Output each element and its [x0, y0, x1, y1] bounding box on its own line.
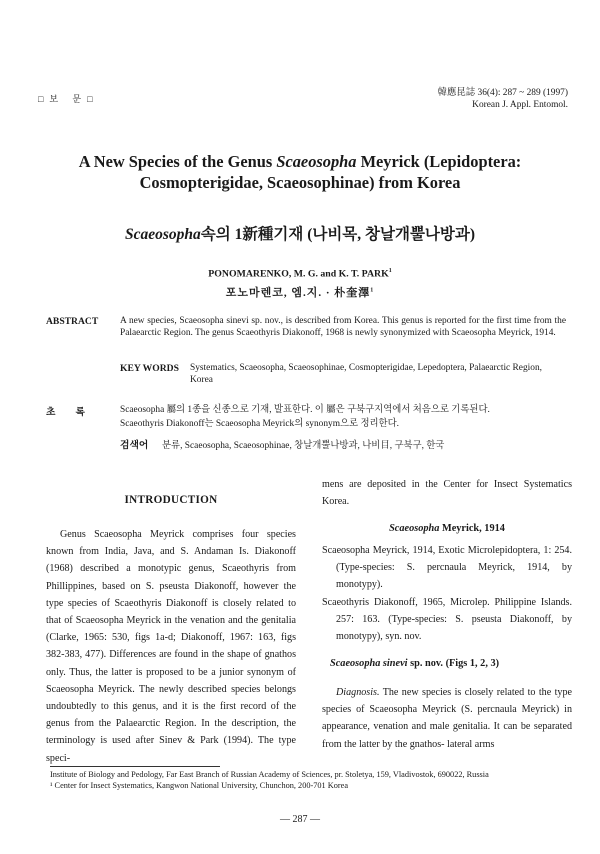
- page-number: — 287 —: [280, 814, 320, 825]
- korean-abstract-text: [120, 403, 570, 431]
- footnote-1: Institute of Biology and Pedology, Far East Branch of Russian Academy of Sciences, pr. Stoletya, 159, Vladivostok, 690022, Russia: [50, 770, 489, 779]
- korean-abstract-label: 초록: [46, 407, 105, 418]
- abstract-label: ABSTRACT: [46, 316, 99, 327]
- korean-keywords-text: 분류, Scaeosopha, Scaeosophinae, 창날개뿔나방과, 나비目, 구북구, 한국: [162, 441, 445, 451]
- authors-korean: [40, 284, 560, 300]
- genus-author: Meyrick, 1914: [439, 523, 505, 534]
- synonymy-entry: Scaeosopha Meyrick, 1914, Exotic Microlepidoptera, 1: 254. (Type-species: S. percnaula Meyrick, 1914, by monotypy).: [322, 545, 572, 591]
- genus-name: Scaeosopha: [389, 523, 440, 534]
- article-title: [40, 152, 560, 193]
- title-line-2: Cosmopterigidae, Scaeosophinae) from Korea: [139, 172, 461, 192]
- genus-synonymy: [322, 542, 572, 645]
- keywords-label: KEY WORDS: [120, 363, 179, 374]
- korean-abstract-line-2: Scaeothyris Diakonoff는 Scaeosopha Meyrick의 synonym으로 정리한다.: [120, 419, 400, 429]
- footnote-2: ¹ Center for Insect Systematics, Kangwon National University, Chunchon, 200-701 Korea: [50, 780, 349, 790]
- abstract-text: A new species, Scaeosopha sinevi sp. nov., is described from Korea. This genus is reported for the first time from the Palaearctic Region. The genus Scaeothyris Diakonoff, 1968 is newly synonymized with Scaeosopha Meyrick, 1914.: [120, 316, 566, 338]
- section-label: □보 문□: [38, 94, 99, 104]
- title-text: A New Species of the Genus: [78, 152, 277, 171]
- footnotes: [50, 770, 580, 792]
- introduction-continuation: mens are deposited in the Center for Insect Systematics Korea.: [322, 479, 572, 508]
- title-genus: Scaeosopha: [276, 152, 357, 171]
- journal-name: Korean J. Appl. Entomol.: [472, 99, 568, 110]
- korean-title: [40, 222, 560, 244]
- footnote-rule: [50, 766, 220, 767]
- affiliation-mark-korean: 1: [370, 287, 375, 294]
- diagnosis-text: The new species is closely related to the type species of Scaeosopha Meyrick (S. percnaula Meyrick) in appearance, venation and male genitalia. It can be separated from the latter by the gnathos- lateral arms: [322, 687, 572, 750]
- authors-english: [40, 268, 560, 279]
- introduction-paragraph: Genus Scaeosopha Meyrick comprises four species known from India, Java, and S. Andaman Is. Diakonoff (1968) described a monotypic genus, Scaeothyris from Phillippines, based on S. pseusta Diakonoff, however the type species of Scaeothyris Diakonoff is closely related to that of Scaeosopha Meyrick in the venation and the genitalia (Clarke, 1965: 530, figs 1a-d; Diakonoff, 1967: 163, figs 382-383, 477). Differences are found in the shape of gnathos only. Thus, the latter is proposed to be a junior synonym of Scaeosopha Meyrick. The newly described species belongs undoubtedly to this genus, and it is the first record of the genus from the Palaearctic Region. In the description, the terminology is used after Sinev & Park (1994). The type speci-: [46, 529, 296, 764]
- diagnosis-label: Diagnosis.: [336, 687, 380, 698]
- species-heading: [330, 658, 499, 669]
- korean-abstract-line-1: Scaeosopha 屬의 1종을 신종으로 기재, 발표한다. 이 屬은 구북구지역에서 처음으로 기록된다.: [120, 405, 490, 415]
- korean-keywords-label: 검색어: [120, 440, 149, 451]
- title-text-2: Meyrick (Lepidoptera:: [356, 152, 522, 171]
- synonymy-entry: Scaeothyris Diakonoff, 1965, Microlep. Philippine Islands. 257: 163. (Type-species: S. pseusta Diakonoff, by monotypy), syn. nov.: [322, 596, 572, 643]
- korean-title-genus: Scaeosopha: [125, 226, 201, 243]
- authors-english-text: PONOMARENKO, M. G. and K. T. PARK: [208, 268, 389, 280]
- genus-heading: [322, 523, 572, 534]
- affiliation-mark: 1: [388, 268, 392, 274]
- species-figs: sp. nov. (Figs 1, 2, 3): [407, 658, 500, 669]
- species-name: Scaeosopha sinevi: [330, 658, 408, 669]
- diagnosis-paragraph: [322, 684, 572, 753]
- korean-title-text: 속의 1新種기재 (나비목, 창날개뿔나방과): [200, 226, 475, 243]
- journal-reference: [438, 88, 568, 111]
- introduction-heading: INTRODUCTION: [124, 494, 218, 506]
- journal-citation: 韓應昆誌 36(4): 287 ~ 289 (1997): [437, 88, 568, 98]
- introduction-body: [46, 526, 296, 767]
- authors-korean-text: 포노마렌코, 엠.지. · 朴奎澤: [225, 287, 371, 299]
- keywords-text: Systematics, Scaeosopha, Scaeosophinae, Cosmopterigidae, Lepedoptera, Palaearctic Region, Korea: [190, 363, 542, 385]
